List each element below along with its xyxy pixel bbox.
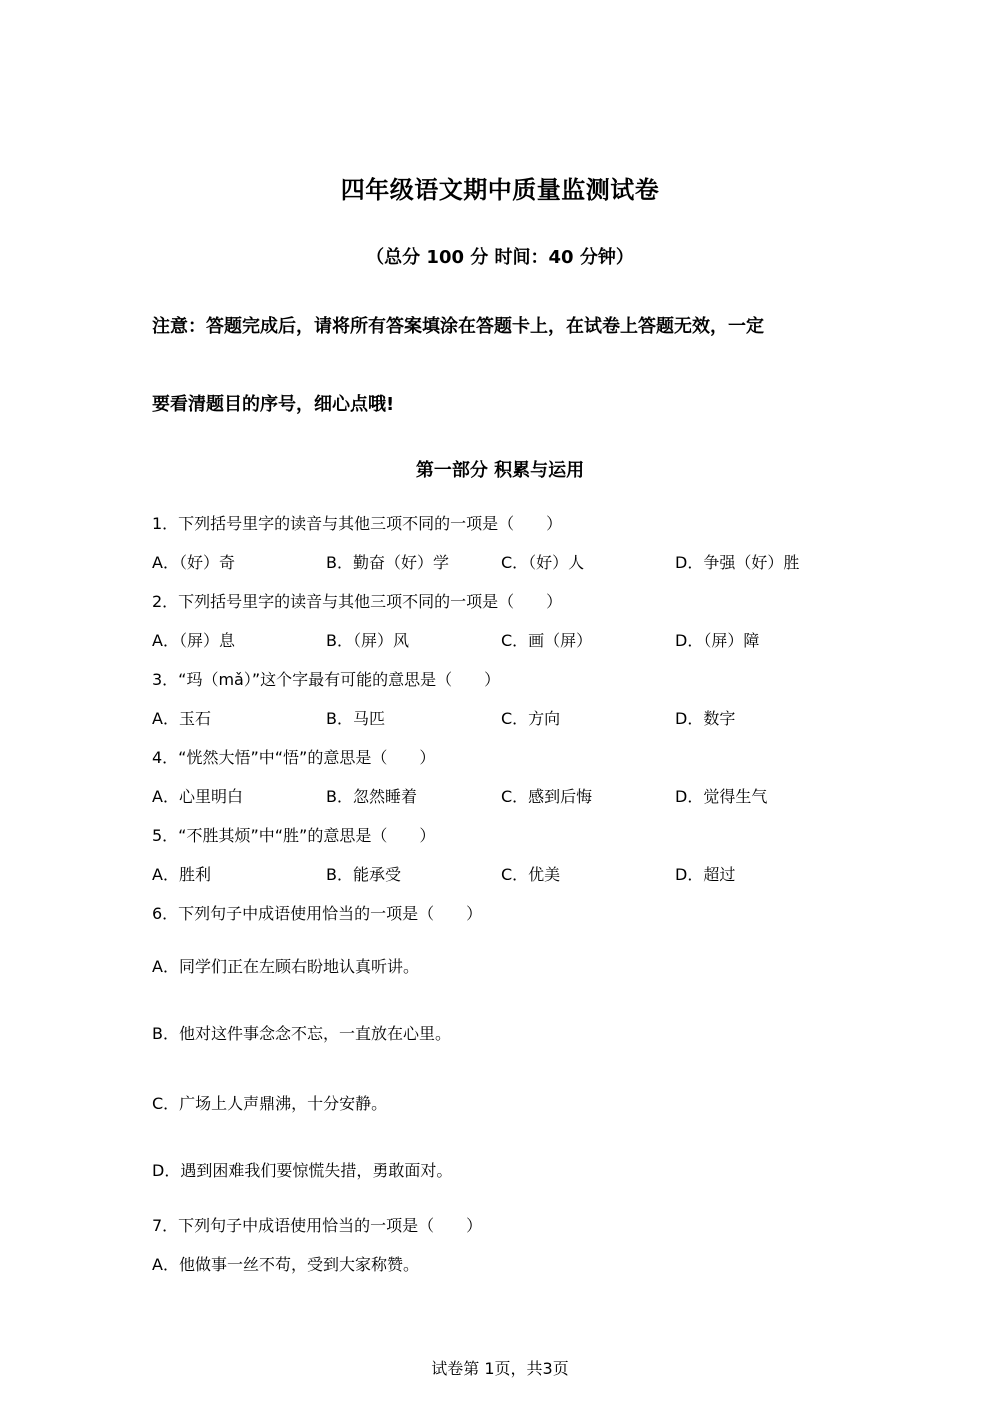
option-d: D．争强（好）胜 [675,553,800,572]
question-7-stem: 7．下列句子中成语使用恰当的一项是（ ） [152,1216,483,1235]
option-b: B．马匹 [326,709,385,728]
option-a: A．心里明白 [152,787,243,806]
question-3-stem: 3．“玛（mǎ）”这个字最有可能的意思是（ ） [152,670,501,689]
option-c: C．方向 [501,709,561,728]
question-5-stem: 5．“不胜其烦”中“胜”的意思是（ ） [152,826,436,845]
option-a: A．（好）奇 [152,553,235,572]
option-a: A．（屏）息 [152,631,235,650]
question-1-stem: 1．下列括号里字的读音与其他三项不同的一项是（ ） [152,514,563,533]
question-6-stem: 6．下列句子中成语使用恰当的一项是（ ） [152,904,483,923]
option-c: C．（好）人 [501,553,585,572]
question-3-options [152,706,852,730]
question-7-option-a: A．他做事一丝不苟，受到大家称赞。 [152,1255,419,1274]
question-5-options [152,862,852,886]
question-6-option-b: B．他对这件事念念不忘，一直放在心里。 [152,1024,451,1043]
question-1-options [152,550,852,574]
option-d: D．（屏）障 [675,631,760,650]
section-title: 第一部分 积累与运用 [415,460,585,481]
question-2-stem: 2．下列括号里字的读音与其他三项不同的一项是（ ） [152,592,563,611]
option-a: A．胜利 [152,865,211,884]
page-footer: 试卷第 1页，共3页 [431,1359,569,1378]
option-a: A．玉石 [152,709,211,728]
question-6-option-d: D．遇到困难我们要惊慌失措，勇敢面对。 [152,1161,453,1180]
option-b: B．勤奋（好）学 [326,553,449,572]
question-2-options [152,628,852,652]
question-4-stem: 4．“恍然大悟”中“悟”的意思是（ ） [152,748,436,767]
option-c: C．感到后悔 [501,787,593,806]
option-b: B．（屏）风 [326,631,409,650]
question-6-option-c: C．广场上人声鼎沸，十分安静。 [152,1094,388,1113]
exam-title: 四年级语文期中质量监测试卷 [340,176,660,204]
notice-line-1: 注意：答题完成后，请将所有答案填涂在答题卡上，在试卷上答题无效，一定 [152,316,764,337]
option-c: C．优美 [501,865,561,884]
question-4-options [152,784,852,808]
question-6-option-a: A．同学们正在左顾右盼地认真听讲。 [152,957,419,976]
exam-subtitle: （总分 100 分 时间：40 分钟） [366,247,634,268]
option-c: C．画（屏） [501,631,593,650]
notice-line-2: 要看清题目的序号，细心点哦! [152,394,395,415]
option-d: D．数字 [675,709,736,728]
option-d: D．超过 [675,865,736,884]
option-d: D．觉得生气 [675,787,768,806]
option-b: B．能承受 [326,865,401,884]
option-b: B．忽然睡着 [326,787,417,806]
